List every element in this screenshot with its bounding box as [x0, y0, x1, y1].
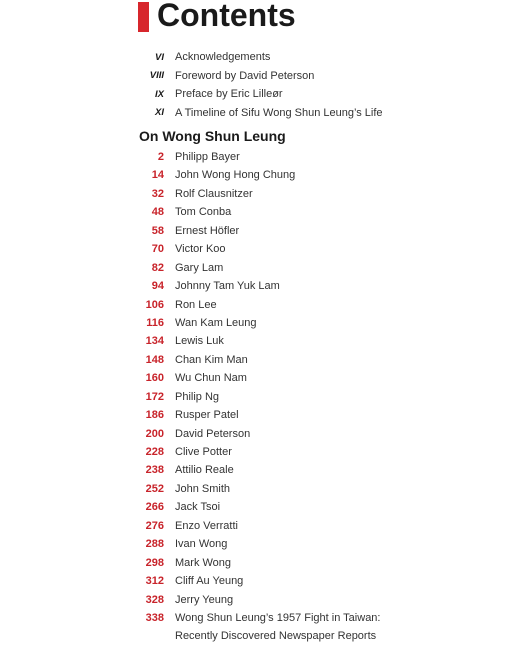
entry-page-number: 312: [145, 575, 164, 588]
contents-entry[interactable]: [138, 222, 380, 240]
section-heading: On Wong Shun Leung: [139, 128, 286, 144]
entry-page-number: 58: [151, 224, 164, 237]
entry-page-number: 238: [145, 464, 164, 477]
front-matter-page: VI: [155, 51, 164, 63]
entry-label: Wu Chun Nam: [175, 372, 247, 385]
entry-label: Ron Lee: [175, 298, 217, 311]
entry-label: Wan Kam Leung: [175, 316, 257, 329]
entry-page-number: 94: [151, 280, 164, 293]
front-matter-label: Acknowledgements: [175, 51, 271, 64]
contents-entry[interactable]: [138, 461, 380, 479]
entry-label-line-1: Wong Shun Leung’s 1957 Fight in Taiwan:: [175, 611, 381, 624]
contents-entry[interactable]: [138, 314, 380, 332]
entry-label: Enzo Verratti: [175, 519, 238, 532]
entry-label: Cliff Au Yeung: [175, 575, 244, 588]
entry-page-number: 2: [157, 151, 164, 163]
entry-page-number: 160: [145, 372, 164, 385]
front-matter-label: Foreword by David Peterson: [175, 69, 315, 82]
entry-page-number: 48: [151, 206, 164, 219]
contents-entry[interactable]: [138, 240, 380, 258]
entry-page-number: 172: [145, 390, 164, 403]
contents-entry[interactable]: [138, 166, 380, 184]
entry-label: Jack Tsoi: [175, 501, 221, 514]
contents-entry[interactable]: [138, 591, 380, 609]
contents-entry[interactable]: [138, 517, 380, 535]
contents-entry[interactable]: [138, 572, 380, 590]
contents-entry[interactable]: [138, 480, 380, 498]
contents-entry[interactable]: [138, 443, 380, 461]
entry-label: Attilio Reale: [175, 464, 234, 477]
entry-label: Chan Kim Man: [175, 353, 248, 366]
entry-page-number: 82: [151, 261, 164, 274]
front-matter-page: IX: [155, 88, 164, 100]
entry-page-number: 116: [146, 316, 164, 329]
entry-label: Clive Potter: [175, 446, 232, 458]
entry-page-number: 328: [145, 593, 164, 606]
contents-entry[interactable]: [138, 148, 380, 166]
contents-entry[interactable]: [138, 185, 380, 203]
entry-page-number: 228: [145, 446, 164, 458]
front-matter-item[interactable]: [138, 67, 383, 86]
front-matter-item[interactable]: [138, 85, 383, 104]
entry-page-number: 106: [145, 298, 164, 311]
contents-entry[interactable]: [138, 332, 380, 350]
entry-label: David Peterson: [175, 427, 251, 440]
entry-page-number: 276: [145, 519, 164, 532]
entry-page-number: 148: [145, 353, 164, 366]
entry-label: Victor Koo: [175, 243, 226, 256]
entry-label: Ernest Höfler: [175, 224, 240, 237]
contents-entry[interactable]: [138, 296, 380, 314]
entry-label-line-2: Recently Discovered Newspaper Reports: [175, 630, 377, 643]
front-matter-item[interactable]: [138, 104, 383, 123]
entry-page-number: 70: [151, 243, 164, 256]
entry-page-number: 200: [145, 427, 164, 440]
front-matter-label: Preface by Eric Lilleør: [175, 88, 283, 101]
page-title: Contents: [157, 0, 296, 33]
entry-label: Philip Ng: [175, 390, 220, 403]
entry-label: Rolf Clausnitzer: [175, 187, 253, 200]
entry-page-number: 14: [151, 169, 164, 182]
entry-page-number: 32: [151, 187, 164, 200]
entry-label: Lewis Luk: [175, 335, 224, 348]
contents-entry[interactable]: [138, 498, 380, 516]
contents-entry[interactable]: [138, 351, 380, 369]
entry-page-number: 298: [145, 556, 164, 569]
entry-label: Jerry Yeung: [175, 593, 234, 606]
entry-page-number: 186: [145, 409, 164, 422]
entry-label: Gary Lam: [175, 261, 224, 274]
title-block: [138, 0, 296, 34]
entry-label: John Wong Hong Chung: [175, 169, 296, 182]
contents-entry[interactable]: [138, 369, 380, 387]
front-matter-page: XI: [155, 107, 164, 119]
entry-label: Philipp Bayer: [175, 151, 240, 163]
contents-entry[interactable]: [138, 535, 380, 553]
contents-entry[interactable]: [138, 259, 380, 277]
entry-page-number: 252: [145, 482, 164, 495]
contents-entry[interactable]: [138, 425, 380, 443]
entry-page-number: 134: [145, 335, 164, 348]
contents-entry[interactable]: [138, 406, 380, 424]
front-matter-page: VIII: [149, 70, 164, 82]
entry-page-number: 288: [145, 538, 164, 551]
entry-label: [175, 609, 380, 646]
entry-label: John Smith: [175, 482, 231, 495]
entry-label: Rusper Patel: [175, 409, 239, 422]
entry-page-number: 266: [145, 501, 164, 514]
entry-label: Mark Wong: [175, 556, 232, 569]
entry-label: Ivan Wong: [175, 538, 228, 551]
front-matter-item[interactable]: [138, 48, 383, 67]
contents-entry[interactable]: [138, 388, 380, 406]
entry-page-number: 338: [145, 611, 164, 624]
entry-label: Johnny Tam Yuk Lam: [175, 280, 280, 293]
contents-entry[interactable]: [138, 277, 380, 295]
front-matter-label: A Timeline of Sifu Wong Shun Leung’s Life: [175, 106, 383, 119]
contents-entry[interactable]: [138, 203, 380, 221]
contents-entries: [138, 148, 380, 646]
contents-entry[interactable]: [138, 554, 380, 572]
contents-entry-last[interactable]: [138, 609, 380, 646]
title-accent-bar: [138, 2, 149, 32]
front-matter-list: [138, 48, 383, 122]
entry-label: Tom Conba: [175, 206, 232, 219]
